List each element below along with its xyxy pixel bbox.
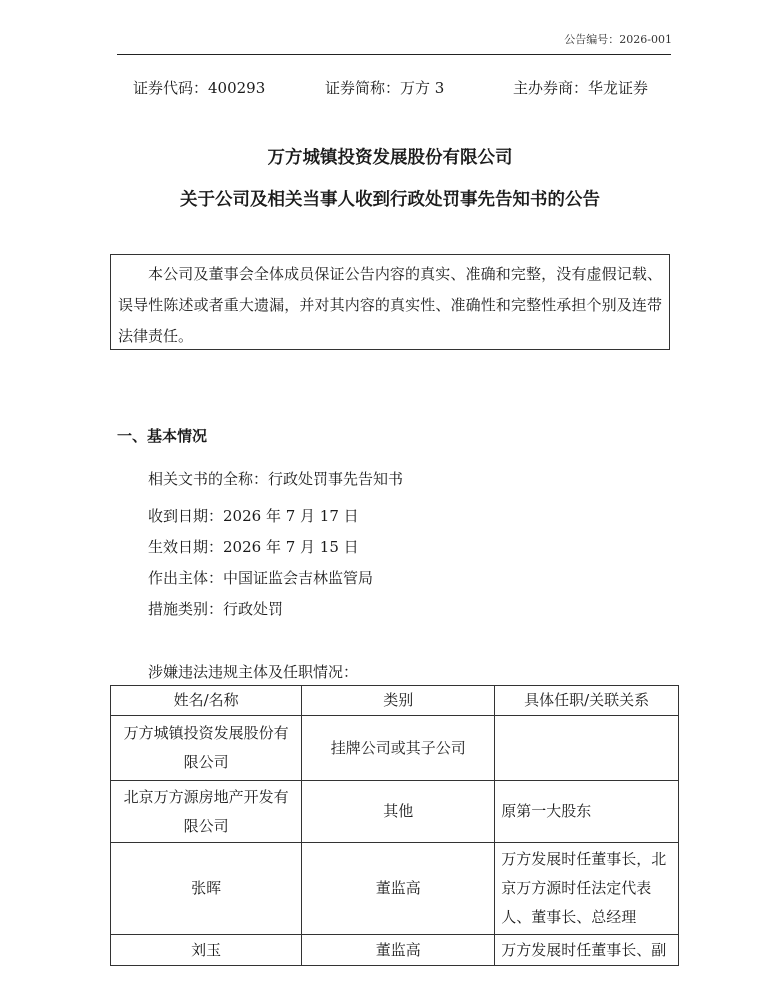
cell-relation: 万方发展时任董事长、副 [495, 935, 679, 966]
cell-name: 张晖 [111, 843, 302, 935]
cell-name: 万方城镇投资发展股份有限公司 [111, 716, 302, 781]
document-name-line: 相关文书的全称：行政处罚事先告知书 [148, 470, 404, 488]
table-header-row [111, 686, 679, 716]
subjects-table-caption: 涉嫌违法违规主体及任职情况： [148, 663, 359, 681]
cell-relation [495, 716, 679, 781]
header-divider [117, 54, 671, 55]
cell-category: 挂牌公司或其子公司 [302, 716, 495, 781]
responsibility-statement-text: 本公司及董事会全体成员保证公告内容的真实、准确和完整，没有虚假记载、误导性陈述或者重大遗漏，并对其内容的真实性、准确性和完整性承担个别及连带法律责任。 [118, 265, 662, 345]
table-row [111, 935, 679, 966]
cell-name: 北京万方源房地产开发有限公司 [111, 781, 302, 843]
column-header-name: 姓名/名称 [111, 686, 302, 716]
cell-category: 董监高 [302, 843, 495, 935]
received-date-line: 收到日期：2026 年 7 月 17 日 [148, 507, 359, 525]
cell-name: 刘玉 [111, 935, 302, 966]
effective-date-line: 生效日期：2026 年 7 月 15 日 [148, 538, 359, 556]
section-heading-basic-info: 一、基本情况 [117, 427, 208, 445]
responsibility-statement-box [110, 254, 670, 350]
announcement-title: 关于公司及相关当事人收到行政处罚事先告知书的公告 [180, 190, 600, 210]
issuer-line: 作出主体：中国证监会吉林监管局 [148, 569, 374, 587]
cell-category: 其他 [302, 781, 495, 843]
column-header-relation: 具体任职/关联关系 [495, 686, 679, 716]
company-title: 万方城镇投资发展股份有限公司 [267, 148, 513, 168]
cell-relation: 万方发展时任董事长，北京万方源时任法定代表人、董事长、总经理 [495, 843, 679, 935]
cell-relation: 原第一大股东 [495, 781, 679, 843]
table-row [111, 716, 679, 781]
cell-category: 董监高 [302, 935, 495, 966]
table-row [111, 781, 679, 843]
sponsor-broker: 主办券商：华龙证券 [513, 79, 649, 97]
security-code: 证券代码：400293 [133, 79, 266, 97]
subjects-table [110, 685, 679, 966]
measure-type-line: 措施类别：行政处罚 [148, 600, 284, 618]
announcement-number: 公告编号：2026-001 [564, 33, 672, 46]
column-header-category: 类别 [302, 686, 495, 716]
table-row [111, 843, 679, 935]
securities-info-line [133, 77, 673, 98]
security-short-name: 证券简称：万方 3 [325, 79, 445, 97]
